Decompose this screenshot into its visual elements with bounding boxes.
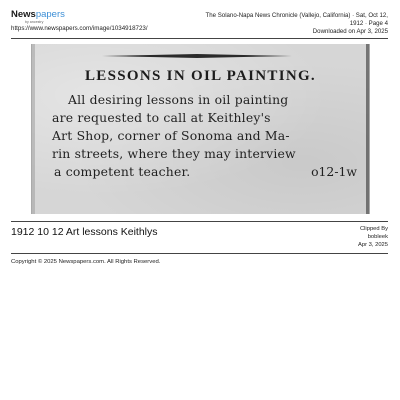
image-url[interactable]: https://www.newspapers.com/image/1034918723/ [11, 25, 148, 32]
clipping-body-line-4: rin streets, where they may interview [52, 146, 296, 161]
decorative-rule [102, 54, 292, 58]
clipping-body-line-2: are requested to call at Keithley's [52, 110, 271, 125]
logo-subtitle: by ancestry [25, 20, 44, 24]
clipped-date: Apr 3, 2025 [358, 242, 388, 248]
clipping-left-edge [32, 44, 35, 214]
clipping-right-edge [366, 44, 369, 214]
clipping-headline: LESSONS IN OIL PAINTING. [85, 68, 316, 84]
header-divider [11, 38, 388, 39]
clipped-by-label: Clipped By [359, 226, 388, 232]
publication-info [198, 12, 388, 36]
clipping-body-line-1: All desiring lessons in oil painting [68, 92, 289, 107]
downloaded-date: Downloaded on Apr 3, 2025 [312, 28, 388, 35]
publication-line-1: The Solano-Napa News Chronicle (Vallejo, California) · Sat, Oct 12, [205, 12, 388, 19]
clipping-divider [11, 221, 388, 222]
copyright-notice: Copyright © 2025 Newspapers.com. All Rights Reserved. [11, 259, 161, 265]
clip-title: 1912 10 12 Art lessons Keithlys [11, 226, 158, 238]
footer-divider [11, 253, 388, 254]
clipped-by-info [308, 225, 388, 249]
newspaper-clipping-image [31, 44, 370, 214]
publication-line-2: 1912 · Page 4 [349, 20, 388, 27]
logo-wordmark [11, 10, 71, 20]
clipping-ad-code: o12-1w [311, 164, 357, 179]
logo-news-text: News [11, 9, 36, 20]
clipping-body-line-5: a competent teacher. [54, 164, 191, 179]
logo-papers-text: papers [35, 9, 65, 20]
clipped-by-user[interactable]: bobleek [367, 234, 388, 240]
clipping-body-line-3: Art Shop, corner of Sonoma and Ma- [52, 128, 290, 143]
